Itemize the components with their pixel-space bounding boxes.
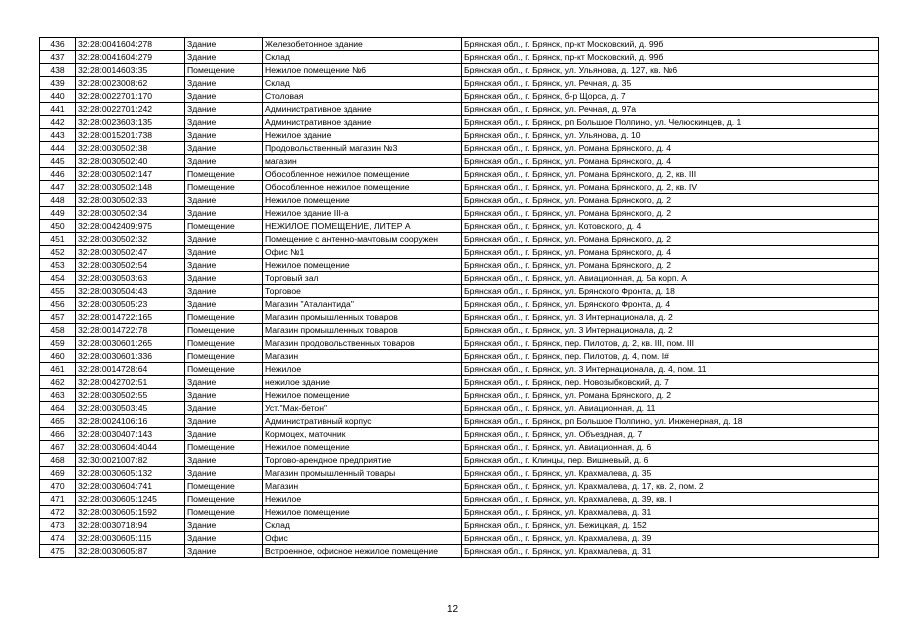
row-number-cell: 446: [40, 168, 76, 181]
address-cell: Брянская обл., г. Брянск, ул. Романа Брянского, д. 4: [462, 155, 879, 168]
object-name-cell: Нежилое помещение: [263, 506, 462, 519]
table-row: [40, 181, 879, 194]
row-number-cell: 475: [40, 545, 76, 558]
address-cell: Брянская обл., г. Брянск, б-р Щорса, д. 7: [462, 90, 879, 103]
row-number-cell: 444: [40, 142, 76, 155]
table-row: [40, 441, 879, 454]
cadastral-number-cell: 32:28:0030604:741: [76, 480, 185, 493]
table-row: [40, 64, 879, 77]
table-row: [40, 376, 879, 389]
cadastral-number-cell: 32:28:0014603:35: [76, 64, 185, 77]
address-cell: Брянская обл., г. Брянск, ул. Объездная, д. 7: [462, 428, 879, 441]
cadastral-number-cell: 32:28:0030502:32: [76, 233, 185, 246]
object-type-cell: Здание: [185, 272, 263, 285]
table-row: [40, 363, 879, 376]
table-row: [40, 467, 879, 480]
object-type-cell: Здание: [185, 389, 263, 402]
object-type-cell: Здание: [185, 116, 263, 129]
address-cell: Брянская обл., г. Брянск, ул. Крахмалева, д. 39: [462, 532, 879, 545]
address-cell: Брянская обл., г. Брянск, ул. Брянского Фронта, д. 4: [462, 298, 879, 311]
address-cell: Брянская обл., г. Брянск, ул. Авиационная, д. 11: [462, 402, 879, 415]
object-type-cell: Здание: [185, 103, 263, 116]
address-cell: Брянская обл., г. Брянск, пер. Пилотов, д. 2, кв. III, пом. III: [462, 337, 879, 350]
table-row: [40, 350, 879, 363]
table-row: [40, 220, 879, 233]
cadastral-number-cell: 32:28:0030503:63: [76, 272, 185, 285]
table-row: [40, 285, 879, 298]
object-name-cell: НЕЖИЛОЕ ПОМЕЩЕНИЕ, ЛИТЕР А: [263, 220, 462, 233]
object-type-cell: Помещение: [185, 506, 263, 519]
object-type-cell: Здание: [185, 77, 263, 90]
object-type-cell: Здание: [185, 155, 263, 168]
object-name-cell: Нежилое помещение: [263, 194, 462, 207]
table-row: [40, 415, 879, 428]
row-number-cell: 466: [40, 428, 76, 441]
row-number-cell: 457: [40, 311, 76, 324]
object-name-cell: Торгово-арендное предприятие: [263, 454, 462, 467]
object-type-cell: Помещение: [185, 493, 263, 506]
object-type-cell: Помещение: [185, 220, 263, 233]
row-number-cell: 438: [40, 64, 76, 77]
row-number-cell: 472: [40, 506, 76, 519]
table-row: [40, 324, 879, 337]
object-type-cell: Помещение: [185, 181, 263, 194]
cadastral-number-cell: 32:28:0030718:94: [76, 519, 185, 532]
row-number-cell: 463: [40, 389, 76, 402]
object-type-cell: Здание: [185, 402, 263, 415]
table-row: [40, 233, 879, 246]
table-row: [40, 428, 879, 441]
table-row: [40, 207, 879, 220]
address-cell: Брянская обл., г. Брянск, ул. 3 Интернационала, д. 4, пом. 11: [462, 363, 879, 376]
object-name-cell: Кормоцех, маточник: [263, 428, 462, 441]
address-cell: Брянская обл., г. Брянск, ул. Авиационная, д. 5а корп. А: [462, 272, 879, 285]
row-number-cell: 449: [40, 207, 76, 220]
table-row: [40, 103, 879, 116]
cadastral-number-cell: 32:28:0042702:51: [76, 376, 185, 389]
object-type-cell: Помещение: [185, 168, 263, 181]
table-row: [40, 90, 879, 103]
address-cell: Брянская обл., г. Брянск, ул. Романа Брянского, д. 4: [462, 142, 879, 155]
object-type-cell: Здание: [185, 38, 263, 51]
address-cell: Брянская обл., г. Брянск, ул. Романа Брянского, д. 2: [462, 194, 879, 207]
row-number-cell: 443: [40, 129, 76, 142]
object-type-cell: Здание: [185, 415, 263, 428]
address-cell: Брянская обл., г. Брянск, ул. Романа Брянского, д. 2: [462, 207, 879, 220]
address-cell: Брянская обл., г. Брянск, ул. Крахмалева, д. 17, кв. 2, пом. 2: [462, 480, 879, 493]
page-number: 12: [446, 604, 459, 615]
row-number-cell: 440: [40, 90, 76, 103]
row-number-cell: 470: [40, 480, 76, 493]
object-name-cell: Офис: [263, 532, 462, 545]
address-cell: Брянская обл., г. Брянск, ул. Крахмалева, д. 39, кв. I: [462, 493, 879, 506]
table-row: [40, 480, 879, 493]
address-cell: Брянская обл., г. Клинцы, пер. Вишневый, д. 6: [462, 454, 879, 467]
object-name-cell: Уст."Мак-бетон": [263, 402, 462, 415]
cadastral-number-cell: 32:28:0041604:278: [76, 38, 185, 51]
row-number-cell: 442: [40, 116, 76, 129]
table-row: [40, 155, 879, 168]
cadastral-number-cell: 32:28:0030502:147: [76, 168, 185, 181]
table-row: [40, 545, 879, 558]
row-number-cell: 452: [40, 246, 76, 259]
object-name-cell: Столовая: [263, 90, 462, 103]
object-type-cell: Здание: [185, 467, 263, 480]
address-cell: Брянская обл., г. Брянск, ул. Речная, д. 35: [462, 77, 879, 90]
object-type-cell: Здание: [185, 90, 263, 103]
row-number-cell: 441: [40, 103, 76, 116]
cadastral-number-cell: 32:28:0030605:1592: [76, 506, 185, 519]
object-name-cell: Торговый зал: [263, 272, 462, 285]
object-name-cell: Торговое: [263, 285, 462, 298]
object-type-cell: Здание: [185, 207, 263, 220]
object-type-cell: Здание: [185, 545, 263, 558]
cadastral-number-cell: 32:28:0022701:170: [76, 90, 185, 103]
object-name-cell: Магазин "Аталантида": [263, 298, 462, 311]
cadastral-number-cell: 32:28:0030502:33: [76, 194, 185, 207]
table-row: [40, 493, 879, 506]
cadastral-number-cell: 32:28:0014722:78: [76, 324, 185, 337]
table-row: [40, 129, 879, 142]
cadastral-number-cell: 32:28:0030605:132: [76, 467, 185, 480]
object-name-cell: Нежилое здание III-а: [263, 207, 462, 220]
address-cell: Брянская обл., г. Брянск, пр-кт Московский, д. 99б: [462, 38, 879, 51]
table-row: [40, 311, 879, 324]
object-type-cell: Здание: [185, 298, 263, 311]
row-number-cell: 448: [40, 194, 76, 207]
cadastral-number-cell: 32:28:0015201:738: [76, 129, 185, 142]
address-cell: Брянская обл., г. Брянск, ул. Романа Брянского, д. 2: [462, 259, 879, 272]
object-type-cell: Помещение: [185, 311, 263, 324]
object-name-cell: Нежилое здание: [263, 129, 462, 142]
object-name-cell: Обособленное нежилое помещение: [263, 181, 462, 194]
row-number-cell: 447: [40, 181, 76, 194]
object-name-cell: Помещение с антенно-мачтовым сооружен: [263, 233, 462, 246]
row-number-cell: 464: [40, 402, 76, 415]
address-cell: Брянская обл., г. Брянск, ул. Романа Брянского, д. 4: [462, 246, 879, 259]
object-name-cell: Административное здание: [263, 116, 462, 129]
table-row: [40, 168, 879, 181]
object-name-cell: Магазин продовольственных товаров: [263, 337, 462, 350]
row-number-cell: 437: [40, 51, 76, 64]
cadastral-number-cell: 32:28:0030502:34: [76, 207, 185, 220]
row-number-cell: 469: [40, 467, 76, 480]
object-name-cell: магазин: [263, 155, 462, 168]
object-name-cell: Административный корпус: [263, 415, 462, 428]
table-row: [40, 51, 879, 64]
cadastral-number-cell: 32:28:0030504:43: [76, 285, 185, 298]
object-type-cell: Здание: [185, 246, 263, 259]
cadastral-number-cell: 32:28:0030407:143: [76, 428, 185, 441]
object-type-cell: Здание: [185, 51, 263, 64]
cadastral-number-cell: 32:28:0014722:165: [76, 311, 185, 324]
address-cell: Брянская обл., г. Брянск, ул. Ульянова, д. 127, кв. №6: [462, 64, 879, 77]
object-name-cell: Продовольственный магазин №3: [263, 142, 462, 155]
object-type-cell: Помещение: [185, 337, 263, 350]
object-type-cell: Помещение: [185, 480, 263, 493]
address-cell: Брянская обл., г. Брянск, ул. Романа Брянского, д. 2: [462, 233, 879, 246]
object-type-cell: Здание: [185, 259, 263, 272]
object-name-cell: Нежилое: [263, 493, 462, 506]
address-cell: Брянская обл., г. Брянск, ул. Романа Брянского, д. 2, кв. III: [462, 168, 879, 181]
cadastral-number-cell: 32:28:0030502:47: [76, 246, 185, 259]
cadastral-number-cell: 32:28:0030505:23: [76, 298, 185, 311]
row-number-cell: 461: [40, 363, 76, 376]
row-number-cell: 471: [40, 493, 76, 506]
table-row: [40, 194, 879, 207]
table-row: [40, 389, 879, 402]
cadastral-number-cell: 32:28:0030503:45: [76, 402, 185, 415]
row-number-cell: 450: [40, 220, 76, 233]
table-row: [40, 402, 879, 415]
row-number-cell: 451: [40, 233, 76, 246]
object-type-cell: Здание: [185, 376, 263, 389]
object-type-cell: Помещение: [185, 441, 263, 454]
row-number-cell: 467: [40, 441, 76, 454]
cadastral-number-cell: 32:28:0030502:148: [76, 181, 185, 194]
address-cell: Брянская обл., г. Брянск, ул. Брянского Фронта, д. 18: [462, 285, 879, 298]
object-name-cell: Склад: [263, 77, 462, 90]
cadastral-number-cell: 32:28:0022701:242: [76, 103, 185, 116]
object-name-cell: Склад: [263, 519, 462, 532]
object-name-cell: Магазин: [263, 350, 462, 363]
table-row: [40, 337, 879, 350]
object-type-cell: Здание: [185, 142, 263, 155]
cadastral-number-cell: 32:28:0023603:135: [76, 116, 185, 129]
object-name-cell: Нежилое помещение: [263, 259, 462, 272]
table-row: [40, 298, 879, 311]
object-type-cell: Здание: [185, 285, 263, 298]
address-cell: Брянская обл., г. Брянск, ул. 3 Интернационала, д. 2: [462, 324, 879, 337]
object-type-cell: Здание: [185, 428, 263, 441]
cadastral-number-cell: 32:28:0014728:64: [76, 363, 185, 376]
row-number-cell: 445: [40, 155, 76, 168]
table-row: [40, 454, 879, 467]
address-cell: Брянская обл., г. Брянск, ул. Котовского, д. 4: [462, 220, 879, 233]
address-cell: Брянская обл., г. Брянск, ул. Речная, д. 97а: [462, 103, 879, 116]
address-cell: Брянская обл., г. Брянск, ул. Крахмалева, д. 31: [462, 545, 879, 558]
row-number-cell: 439: [40, 77, 76, 90]
row-number-cell: 436: [40, 38, 76, 51]
cadastral-number-cell: 32:30:0021007:82: [76, 454, 185, 467]
object-name-cell: Административное здание: [263, 103, 462, 116]
object-type-cell: Здание: [185, 454, 263, 467]
address-cell: Брянская обл., г. Брянск, ул. Авиационная, д. 6: [462, 441, 879, 454]
table-row: [40, 116, 879, 129]
table-row: [40, 246, 879, 259]
address-cell: Брянская обл., г. Брянск, пер. Новозыбковский, д. 7: [462, 376, 879, 389]
object-type-cell: Помещение: [185, 64, 263, 77]
object-name-cell: Магазин промышленных товаров: [263, 324, 462, 337]
row-number-cell: 462: [40, 376, 76, 389]
table-row: [40, 38, 879, 51]
cadastral-number-cell: 32:28:0030604:4044: [76, 441, 185, 454]
address-cell: Брянская обл., г. Брянск, ул. Крахмалева, д. 31: [462, 506, 879, 519]
table-row: [40, 142, 879, 155]
object-name-cell: Обособленное нежилое помещение: [263, 168, 462, 181]
object-type-cell: Здание: [185, 129, 263, 142]
cadastral-number-cell: 32:28:0030601:265: [76, 337, 185, 350]
cadastral-number-cell: 32:28:0030502:55: [76, 389, 185, 402]
property-table-body: [40, 38, 879, 558]
address-cell: Брянская обл., г. Брянск, пр-кт Московский, д. 99б: [462, 51, 879, 64]
row-number-cell: 473: [40, 519, 76, 532]
object-name-cell: нежилое здание: [263, 376, 462, 389]
address-cell: Брянская обл., г. Брянск, ул. Крахмалева, д. 35: [462, 467, 879, 480]
table-row: [40, 77, 879, 90]
row-number-cell: 458: [40, 324, 76, 337]
object-type-cell: Здание: [185, 519, 263, 532]
row-number-cell: 453: [40, 259, 76, 272]
object-name-cell: Офис №1: [263, 246, 462, 259]
object-type-cell: Помещение: [185, 350, 263, 363]
row-number-cell: 474: [40, 532, 76, 545]
property-table: [39, 37, 879, 558]
cadastral-number-cell: 32:28:0041604:279: [76, 51, 185, 64]
object-type-cell: Помещение: [185, 363, 263, 376]
table-row: [40, 506, 879, 519]
object-name-cell: Магазин: [263, 480, 462, 493]
object-type-cell: Помещение: [185, 324, 263, 337]
row-number-cell: 465: [40, 415, 76, 428]
cadastral-number-cell: 32:28:0030502:38: [76, 142, 185, 155]
cadastral-number-cell: 32:28:0042409:975: [76, 220, 185, 233]
cadastral-number-cell: 32:28:0030605:115: [76, 532, 185, 545]
object-type-cell: Здание: [185, 532, 263, 545]
address-cell: Брянская обл., г. Брянск, ул. 3 Интернационала, д. 2: [462, 311, 879, 324]
row-number-cell: 459: [40, 337, 76, 350]
object-name-cell: Нежилое помещение: [263, 441, 462, 454]
cadastral-number-cell: 32:28:0024106:16: [76, 415, 185, 428]
row-number-cell: 455: [40, 285, 76, 298]
cadastral-number-cell: 32:28:0030502:40: [76, 155, 185, 168]
cadastral-number-cell: 32:28:0023008:62: [76, 77, 185, 90]
object-name-cell: Нежилое: [263, 363, 462, 376]
object-name-cell: Нежилое помещение: [263, 389, 462, 402]
object-name-cell: Склад: [263, 51, 462, 64]
table-row: [40, 519, 879, 532]
object-name-cell: Железобетонное здание: [263, 38, 462, 51]
address-cell: Брянская обл., г. Брянск, ул. Ульянова, д. 10: [462, 129, 879, 142]
object-name-cell: Магазин промышленных товаров: [263, 311, 462, 324]
cadastral-number-cell: 32:28:0030502:54: [76, 259, 185, 272]
object-name-cell: Нежилое помещение №6: [263, 64, 462, 77]
cadastral-number-cell: 32:28:0030605:1245: [76, 493, 185, 506]
address-cell: Брянская обл., г. Брянск, пер. Пилотов, д. 4, пом. I#: [462, 350, 879, 363]
address-cell: Брянская обл., г. Брянск, ул. Романа Брянского, д. 2: [462, 389, 879, 402]
address-cell: Брянская обл., г. Брянск, ул. Романа Брянского, д. 2, кв. IV: [462, 181, 879, 194]
object-type-cell: Здание: [185, 194, 263, 207]
row-number-cell: 460: [40, 350, 76, 363]
row-number-cell: 468: [40, 454, 76, 467]
object-name-cell: Встроенное, офисное нежилое помещение: [263, 545, 462, 558]
table-row: [40, 272, 879, 285]
address-cell: Брянская обл., г. Брянск, рп Большое Полпино, ул. Челюскинцев, д. 1: [462, 116, 879, 129]
object-type-cell: Здание: [185, 233, 263, 246]
row-number-cell: 456: [40, 298, 76, 311]
address-cell: Брянская обл., г. Брянск, рп Большое Полпино, ул. Инженерная, д. 18: [462, 415, 879, 428]
cadastral-number-cell: 32:28:0030605:87: [76, 545, 185, 558]
row-number-cell: 454: [40, 272, 76, 285]
address-cell: Брянская обл., г. Брянск, ул. Бежицкая, д. 152: [462, 519, 879, 532]
object-name-cell: Магазин промышленный товары: [263, 467, 462, 480]
table-row: [40, 532, 879, 545]
cadastral-number-cell: 32:28:0030601:336: [76, 350, 185, 363]
table-row: [40, 259, 879, 272]
